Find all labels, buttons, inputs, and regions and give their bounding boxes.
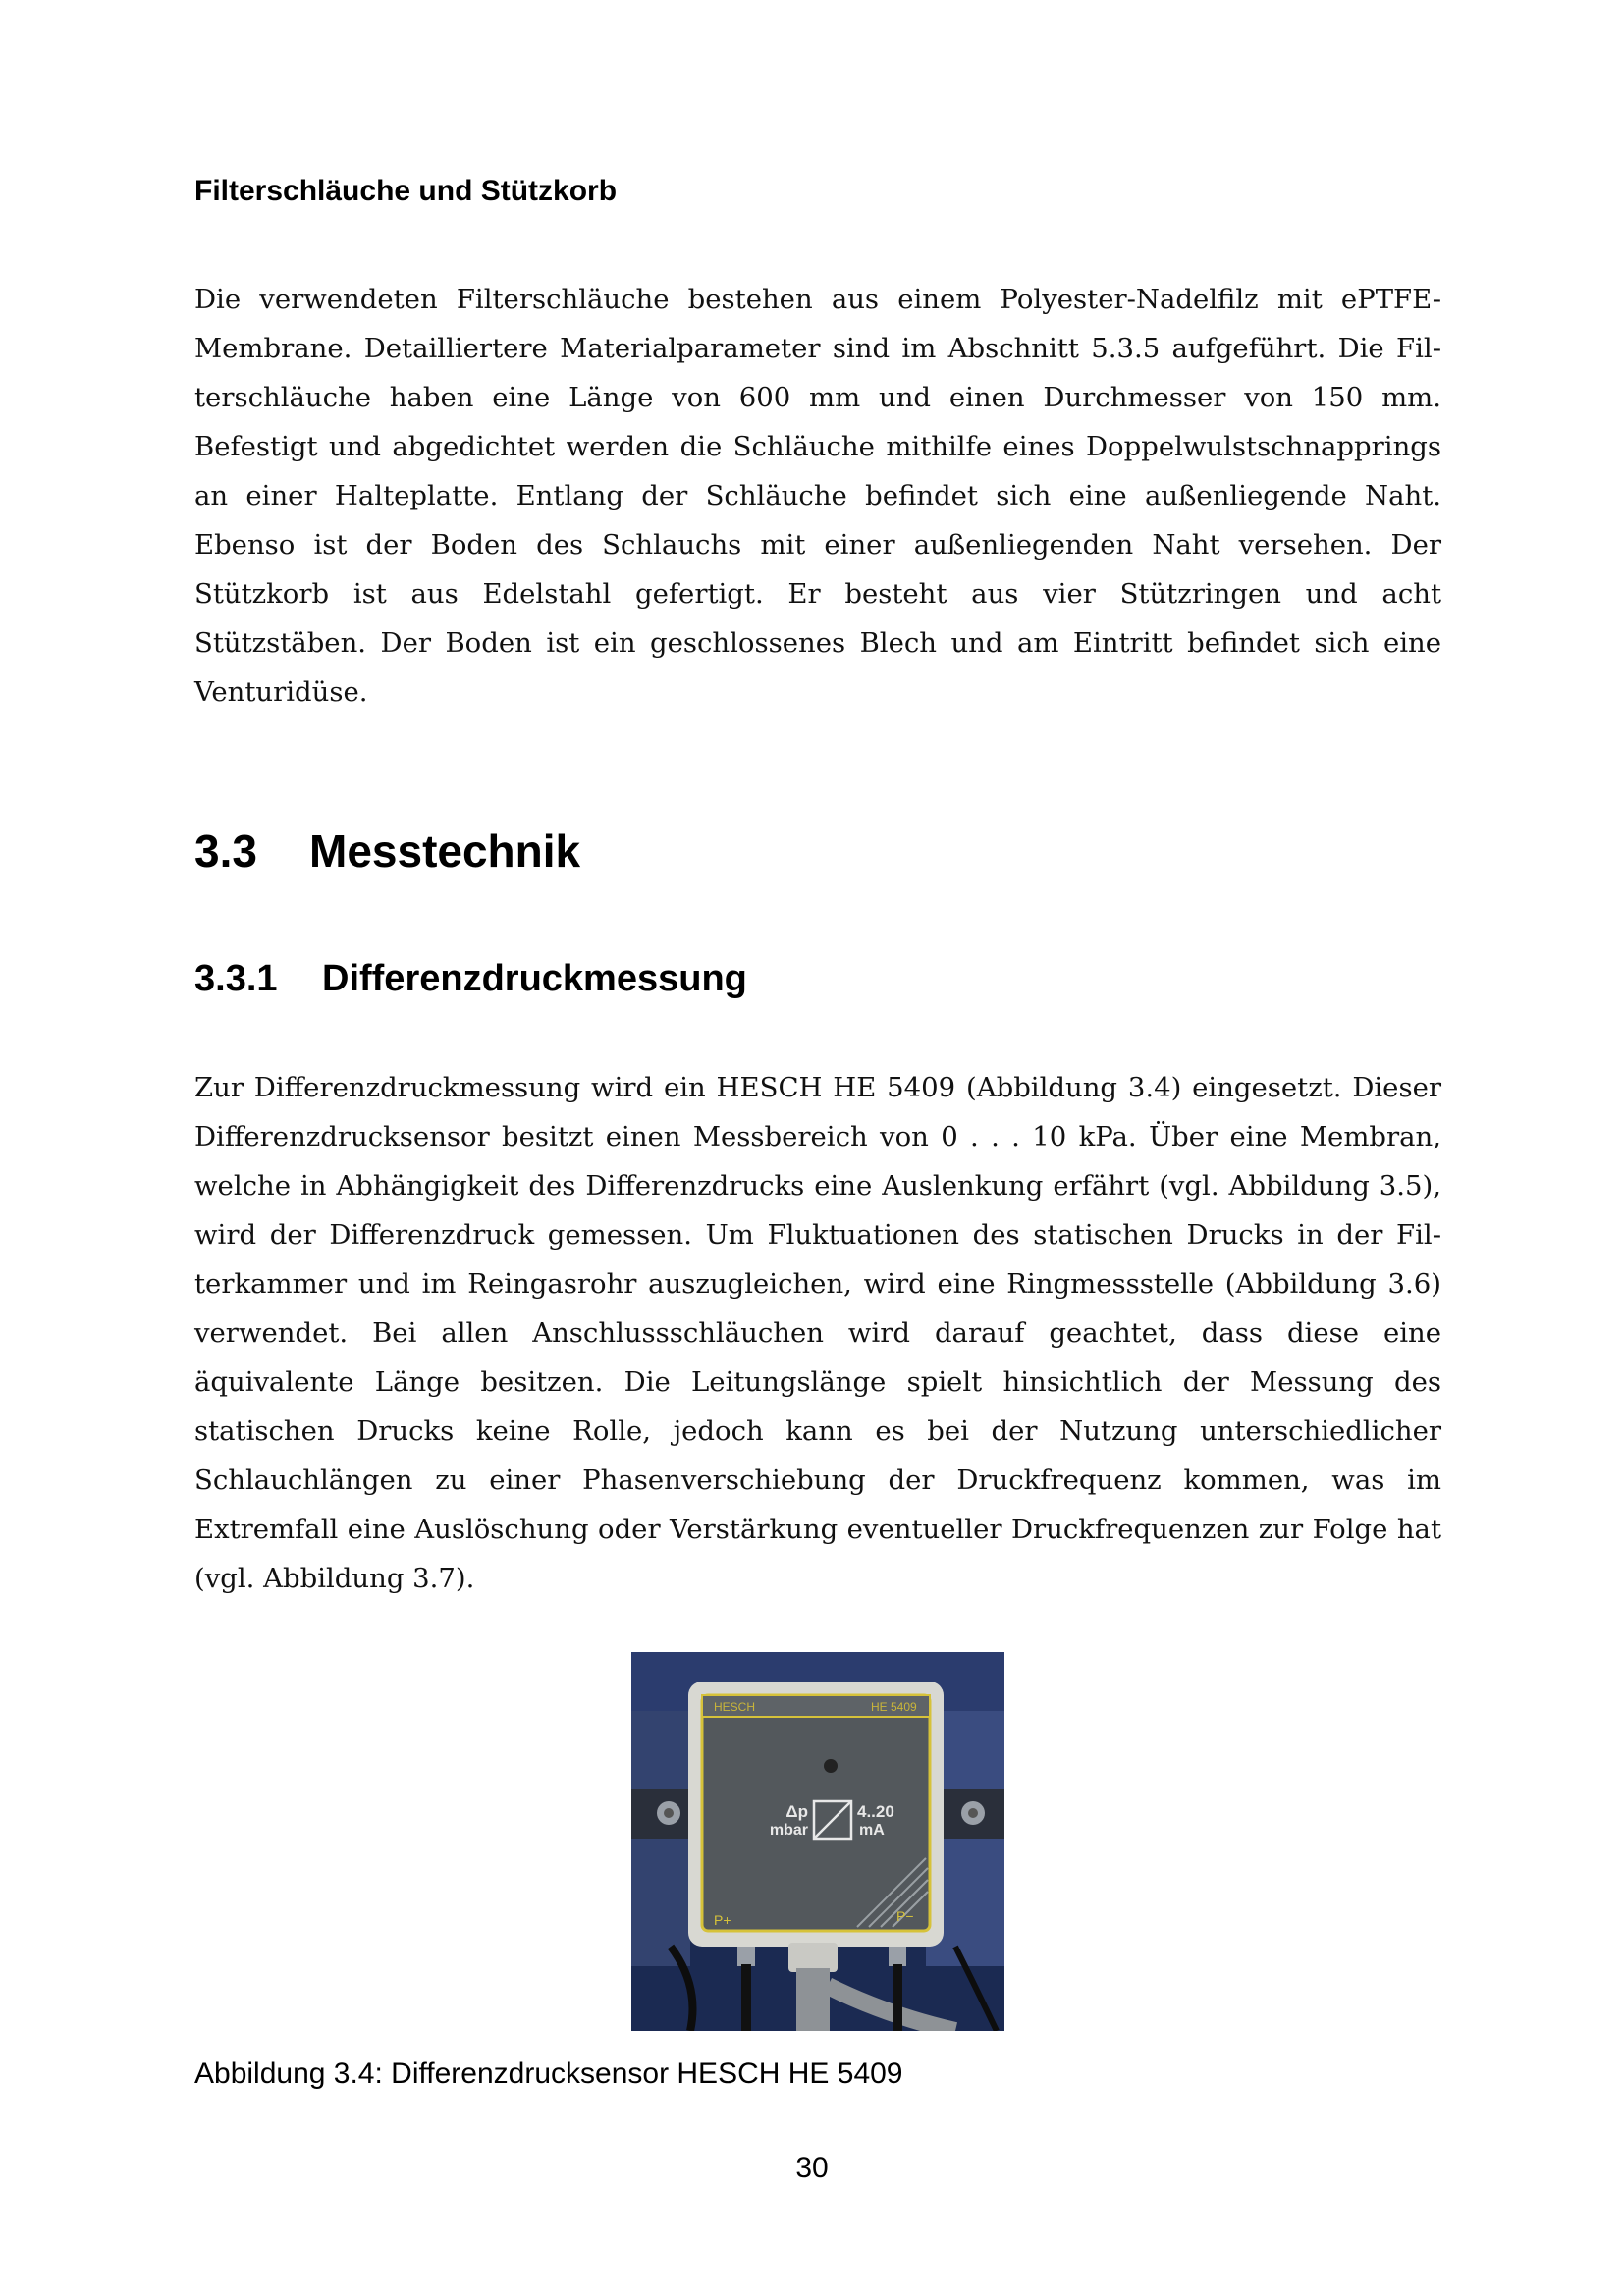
section-number: 3.3: [194, 826, 257, 877]
label-delta-p: Δp: [785, 1802, 808, 1821]
figure-caption: Abbildung 3.4: Differenzdrucksensor HESCH HE 5409: [194, 2057, 903, 2090]
port-minus-label: P−: [896, 1908, 914, 1924]
label-mbar: mbar: [769, 1822, 808, 1839]
label-ma: mA: [859, 1822, 885, 1839]
label-current-range: 4..20: [857, 1802, 894, 1821]
body-paragraph-filter: Die verwendeten Filterschläuche bestehen aus einem Polyester-Nadelfilz mit ePTFE-Membrane. Detailliertere Materialparameter sind im Abschnitt 5.3.5 aufgeführt. Die Filterschläuche haben eine Länge von 600 mm und einen Durchmesser von 150 mm. Befestigt und abgedichtet werden die Schläuche mithilfe eines Doppelwulstschnapprings an einer Halteplatte. Entlang der Schläuche befindet sich eine außenliegende Naht. Ebenso ist der Boden des Schlauchs mit einer außenliegenden Naht versehen. Der Stützkorb ist aus Edelstahl gefertigt. Er besteht aus vier Stützringen und acht Stützstäben. Der Boden ist ein geschlossenes Blech und am Eintritt befindet sich eine Venturidüse.: [194, 284, 1441, 708]
device-model: HE 5409: [871, 1700, 917, 1714]
device-brand: HESCH: [714, 1700, 756, 1714]
subsection-number: 3.3.1: [194, 958, 278, 999]
section-title: Messtechnik: [309, 826, 581, 877]
subsection-title: Differenzdruckmessung: [322, 958, 747, 999]
sensor-photo: [631, 1652, 1004, 2031]
port-plus-label: P+: [714, 1912, 731, 1928]
status-led-icon: [824, 1759, 838, 1773]
page-number: 30: [795, 2152, 829, 2184]
body-paragraph-measurement: Zur Differenzdruckmessung wird ein HESCH HE 5409 (Abbildung 3.4) eingesetzt. Dieser Differenzdrucksensor besitzt einen Messbereich von 0 . . . 10 kPa. Über eine Membran, welche in Abhängigkeit des Differenzdrucks eine Auslenkung erfährt (vgl. Abbildung 3.5), wird der Differenzdruck gemessen. Um Fluktuationen des statischen Drucks in der Filterkammer und im Reingasrohr auszugleichen, wird eine Ringmessstelle (Abbildung 3.6) verwendet. Bei allen Anschlussschläuchen wird darauf geachtet, dass diese eine äquivalente Länge besitzen. Die Leitungslänge spielt hinsichtlich der Messung des statischen Drucks keine Rolle, jedoch kann es bei der Nutzung unterschiedlicher Schlauchlängen zu einer Phasenverschiebung der Druckfrequenz kommen, was im Extremfall eine Auslöschung oder Verstärkung eventueller Druckfrequenzen zur Folge hat (vgl. Abbildung 3.7).: [194, 1072, 1441, 1594]
section-heading: [194, 825, 580, 878]
paragraph-heading: Filterschläuche und Stützkorb: [194, 175, 618, 207]
subsection-heading: [194, 958, 747, 1000]
